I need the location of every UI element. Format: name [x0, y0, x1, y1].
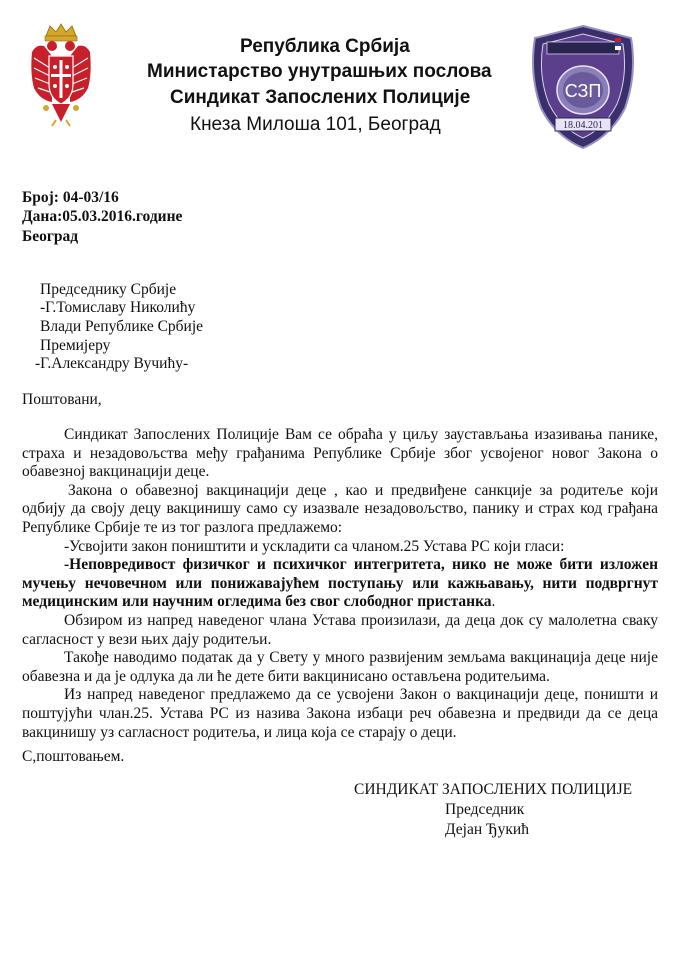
recipient-line: Председнику Србије [40, 281, 177, 298]
paragraph-intro: Синдикат Запослених Полиције Вам се обраћа у циљу заустављања изазивања панике, страха и незадовољства међу грађанима Републике Србије због усвојеног новог Закона о обавезној вакцинацији деце. [22, 426, 658, 481]
signature-org: СИНДИКАТ ЗАПОСЛЕНИХ ПОЛИЦИЈЕ [354, 781, 633, 798]
badge-date: 18.04.201 [563, 120, 603, 131]
document-date: Дана:05.03.2016.године [22, 208, 183, 225]
recipient-line: -Г.Томиславу Николићу [40, 299, 196, 316]
paragraph-parents: Обзиром из напред наведеног члана Устава произилази, да деца док су малолетна сваку сагласност у вези њих дају родитељи. [22, 611, 658, 648]
recipient-line: Влади Републике Србије [40, 318, 204, 335]
serbian-coat-of-arms-logo [30, 22, 92, 130]
quote-end: . [491, 593, 496, 611]
paragraph-world: Такође наводимо податак да у Свету у много развијеним земљама вакцинација деце није обавезна и да је одлука да ли ће дете бити вакцинисано остављена родитељима. [22, 649, 658, 685]
letter-body [22, 426, 658, 742]
document-number: Број: 04-03/16 [22, 189, 119, 206]
greeting: Поштовани, [22, 391, 102, 408]
signature-name: Дејан Ђукић [445, 821, 529, 838]
header-address: Кнеза Милоша 101, Београд [190, 114, 441, 135]
union-badge-logo [527, 24, 639, 150]
closing: С,поштовањем. [22, 748, 125, 765]
document-city: Београд [22, 228, 79, 245]
paragraph-proposal: -Усвојити закон поништити и ускладити са чланом.25 Устава РС који гласи: [64, 537, 565, 555]
header-republic: Република Србија [240, 36, 410, 57]
paragraph-conclusion: Из напред наведеног предлажемо да се усвојени Закон о вакцинацији деце, поништи и поштујући члан.25. Устава РС из назива Закона избаци реч обавезна и предвиди да се деца вакцинишу уз сагласност родитеља, и лица која се старају о деци. [22, 686, 658, 741]
header-union: Синдикат Запослених Полиције [170, 87, 471, 108]
recipient-line: -Г.Александру Вучићу- [35, 355, 189, 372]
header-ministry: Министарство унутрашњих послова [147, 61, 492, 82]
badge-text: СЗП [564, 81, 602, 101]
paragraph-law: Закона о обавезној вакцинацији деце , као и предвиђене санкције за родитеље који одбију да своју децу вакцинишу само су изазвале незадовољство, панику и страх код грађана Републике Србије те из тог разлога предлажемо: [22, 481, 658, 536]
signature-title: Председник [445, 801, 525, 818]
paragraph-constitution-quote: -Неповредивост физичког и психичког интегритета, нико не може бити изложен мучењу нечовечном или понижавајућем поступању или кажњавању, нити подвргнут медицинским или научним огледима без свог слободног пристанка [22, 556, 658, 611]
recipient-line: Премијеру [40, 337, 111, 354]
